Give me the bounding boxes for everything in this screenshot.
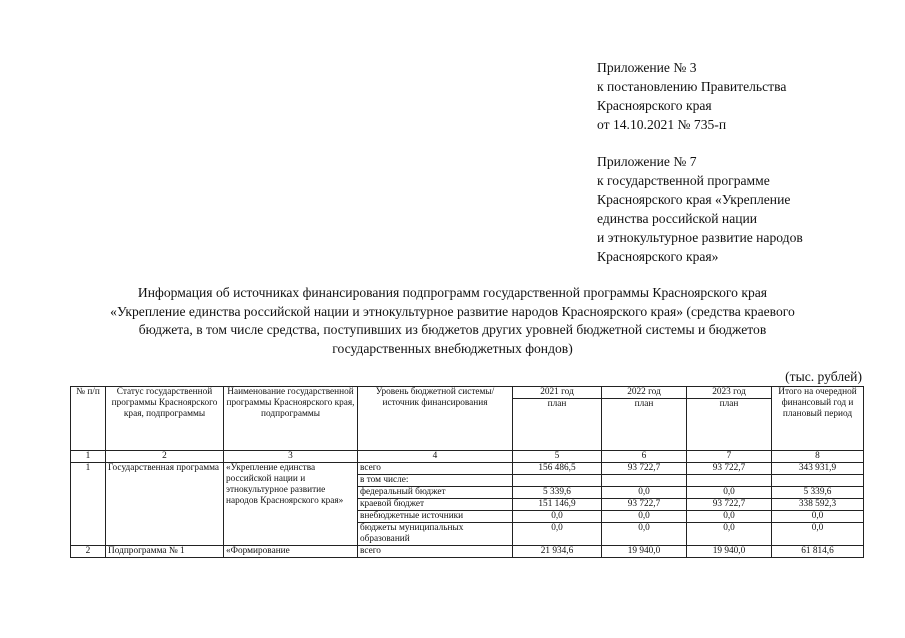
value-2022: 0,0 (602, 511, 687, 523)
value-2023: 0,0 (687, 487, 772, 499)
appendix-line: Красноярского края (597, 98, 712, 113)
appendix-line: от 14.10.2021 № 735-п (597, 117, 727, 132)
value-2022: 93 722,7 (602, 463, 687, 475)
header-num: № п/п (71, 387, 106, 451)
col-number: 7 (687, 451, 772, 463)
source-level: в том числе: (358, 475, 513, 487)
title-line: «Укрепление единства российской нации и этнокультурное развитие народов Красноярского края» (средства краевого (110, 303, 795, 319)
value-2022: 19 940,0 (602, 546, 687, 558)
table-row (71, 546, 864, 558)
value-2023: 93 722,7 (687, 463, 772, 475)
col-number: 8 (772, 451, 864, 463)
title-line: бюджета, в том числе средства, поступивших из бюджетов других уровней бюджетной системы и бюджетов (138, 322, 767, 337)
source-level: федеральный бюджет (358, 487, 513, 499)
value-total: 343 931,9 (772, 463, 864, 475)
col-number: 3 (224, 451, 358, 463)
row-number: 1 (71, 463, 106, 546)
value-2021: 151 146,9 (513, 499, 602, 511)
col-number: 1 (71, 451, 106, 463)
value-total: 61 814,6 (772, 546, 864, 558)
value-total: 338 592,3 (772, 499, 864, 511)
source-level: краевой бюджет (358, 499, 513, 511)
value-2023: 0,0 (687, 511, 772, 523)
value-2021: 156 486,5 (513, 463, 602, 475)
header-plan: план (687, 398, 771, 410)
header-status: Статус государственной программы Красноярского края, подпрограммы (106, 387, 224, 451)
appendix-line: Приложение № 7 (597, 154, 697, 169)
unit-label: (тыс. рублей) (785, 369, 862, 384)
header-name: Наименование государственной программы Красноярского края, подпрограммы (224, 387, 358, 451)
header-row (71, 387, 864, 451)
value-2023: 19 940,0 (687, 546, 772, 558)
value-total: 0,0 (772, 511, 864, 523)
appendix-line: и этнокультурное развитие народов (597, 230, 803, 245)
value-2021: 0,0 (513, 511, 602, 523)
value-2021 (513, 475, 602, 487)
table-row (71, 463, 864, 475)
header-total: Итого на очередной финансовый год и плановый период (772, 387, 864, 451)
header-year: 2021 год (540, 387, 574, 397)
value-2023: 0,0 (687, 523, 772, 546)
column-number-row (71, 451, 864, 463)
document-title (60, 284, 845, 358)
header-year: 2023 год (712, 387, 746, 397)
value-2023: 93 722,7 (687, 499, 772, 511)
appendix-line: Красноярского края «Укрепление (597, 192, 791, 207)
col-number: 2 (106, 451, 224, 463)
appendix-line: к государственной программе (597, 173, 770, 188)
header-year: 2022 год (627, 387, 661, 397)
value-total: 0,0 (772, 523, 864, 546)
row-status: Государственная программа (106, 463, 224, 546)
value-2022: 0,0 (602, 523, 687, 546)
source-level: всего (358, 463, 513, 475)
value-2022: 93 722,7 (602, 499, 687, 511)
source-level: всего (358, 546, 513, 558)
header-level: Уровень бюджетной системы/ источник финансирования (358, 387, 513, 451)
row-status: Подпрограмма № 1 (106, 546, 224, 558)
appendix-reference (597, 58, 897, 266)
row-name: «Укрепление единства российской нации и этнокультурное развитие народов Красноярского края» (224, 463, 358, 546)
value-2021: 5 339,6 (513, 487, 602, 499)
value-total (772, 475, 864, 487)
source-level: бюджеты муниципальных образований (358, 523, 513, 546)
title-line: государственных внебюджетных фондов) (332, 340, 573, 356)
appendix-line: Приложение № 3 (597, 60, 697, 75)
financing-table (70, 386, 864, 558)
col-number: 4 (358, 451, 513, 463)
value-2022 (602, 475, 687, 487)
row-number: 2 (71, 546, 106, 558)
appendix-line: Красноярского края» (597, 249, 719, 264)
row-name: «Формирование (224, 546, 358, 558)
source-level: внебюджетные источники (358, 511, 513, 523)
col-number: 5 (513, 451, 602, 463)
spacer (597, 134, 897, 152)
value-2022: 0,0 (602, 487, 687, 499)
header-2021 (513, 387, 602, 451)
appendix-line: единства российской нации (597, 211, 758, 226)
header-2023 (687, 387, 772, 451)
value-2023 (687, 475, 772, 487)
value-2021: 0,0 (513, 523, 602, 546)
value-2021: 21 934,6 (513, 546, 602, 558)
header-plan: план (602, 398, 686, 410)
header-2022 (602, 387, 687, 451)
title-line: Информация об источниках финансирования подпрограмм государственной программы Красноярского края (137, 285, 768, 300)
header-plan: план (513, 398, 601, 410)
value-total: 5 339,6 (772, 487, 864, 499)
col-number: 6 (602, 451, 687, 463)
appendix-line: к постановлению Правительства (597, 79, 787, 94)
